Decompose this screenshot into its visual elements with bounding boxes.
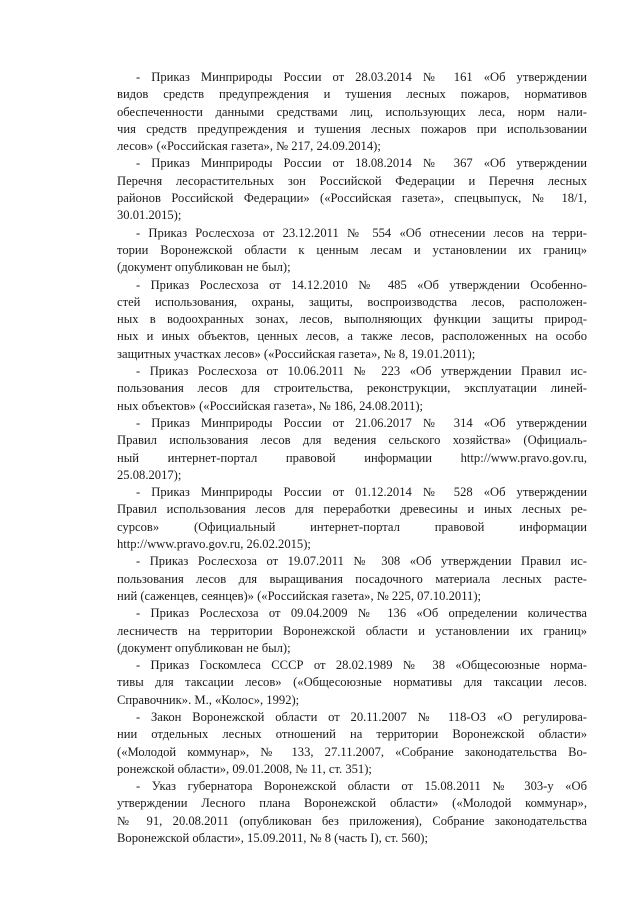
list-item xyxy=(117,69,587,155)
text-line: Справочник». М., «Колос», 1992); xyxy=(117,692,300,707)
text-line: («Молодой коммунар», № 133, 27.11.2007, «Собрание законодательства Во- xyxy=(117,744,587,759)
text-line: чия средств предупреждения и тушения лесных пожаров при использовании xyxy=(117,121,587,136)
list-item xyxy=(117,363,587,415)
list-item xyxy=(117,657,587,709)
text-line: - Указ губернатора Воронежской области от 15.08.2011 № 303-у «Об xyxy=(136,779,587,794)
text-line: - Приказ Минприроды России от 21.06.2017 № 314 «Об утверждении xyxy=(136,415,587,430)
list-item xyxy=(117,415,587,484)
text-line: ных и иных объектов, ценных лесов, а также лесов, расположенных на особо xyxy=(117,329,587,344)
text-line: видов средств предупреждения и тушения лесных пожаров, нормативов xyxy=(117,87,587,102)
text-line: - Приказ Рослесхоза от 19.07.2011 № 308 «Об утверждении Правил ис- xyxy=(136,554,587,569)
text-line: (документ опубликован не был); xyxy=(117,640,291,655)
text-line: Правил использования лесов для ведения сельского хозяйства» (Официаль- xyxy=(117,433,587,448)
text-line: обеспеченности данными средствами лиц, использующих леса, норм нали- xyxy=(117,104,587,119)
text-line: (документ опубликован не был); xyxy=(117,260,291,275)
text-line: тории Воронежской области к ценным лесам и установлении их границ» xyxy=(117,242,587,257)
text-line: ронежской области», 09.01.2008, № 11, ст. 351); xyxy=(117,761,372,776)
text-line: - Приказ Рослесхоза от 14.12.2010 № 485 «Об утверждении Особенно- xyxy=(136,277,587,292)
text-line: - Закон Воронежской области от 20.11.2007 № 118-ОЗ «О регулирова- xyxy=(136,709,587,724)
text-line: защитных участках лесов» («Российская газета», № 8, 19.01.2011); xyxy=(117,346,476,361)
text-line: ний (саженцев, сеянцев)» («Российская газета», № 225, 07.10.2011); xyxy=(117,588,482,603)
text-line: 30.01.2015); xyxy=(117,208,182,223)
text-line: - Приказ Рослесхоза от 09.04.2009 № 136 «Об определении количества xyxy=(136,606,587,621)
list-item xyxy=(117,277,587,363)
text-line: ных в водоохранных зонах, лесов, выполняющих функции защиты природ- xyxy=(117,312,587,327)
text-line: тивы для таксации лесов» («Общесоюзные нормативы для таксации лесов. xyxy=(117,675,587,690)
list-item xyxy=(117,155,587,224)
text-line: Правил использования лесов для переработки древесины и иных лесных ре- xyxy=(117,502,587,517)
text-line: утверждении Лесного плана Воронежской области» («Молодой коммунар», xyxy=(117,796,587,811)
list-item xyxy=(117,778,587,847)
text-line: сурсов» (Официальный интернет-портал правовой информации xyxy=(117,519,587,534)
text-line: № 91, 20.08.2011 (опубликован без приложения), Собрание законодательства xyxy=(117,813,587,828)
text-line: - Приказ Рослесхоза от 10.06.2011 № 223 «Об утверждении Правил ис- xyxy=(136,364,587,379)
list-item xyxy=(117,605,587,657)
text-line: пользования лесов для строительства, реконструкции, эксплуатации линей- xyxy=(117,381,587,396)
text-line: лесов» («Российская газета», № 217, 24.09.2014); xyxy=(117,139,381,154)
text-line: 25.08.2017); xyxy=(117,467,182,482)
text-line: ных объектов» («Российская газета», № 186, 24.08.2011); xyxy=(117,398,424,413)
text-line: - Приказ Госкомлеса СССР от 28.02.1989 № 38 «Общесоюзные норма- xyxy=(136,658,587,673)
list-item xyxy=(117,553,587,605)
text-line: - Приказ Минприроды России от 01.12.2014 № 528 «Об утверждении xyxy=(136,485,587,500)
document-body xyxy=(117,69,587,847)
text-line: - Приказ Рослесхоза от 23.12.2011 № 554 «Об отнесении лесов на терри- xyxy=(136,225,587,240)
list-item xyxy=(117,225,587,277)
text-line: - Приказ Минприроды России от 28.03.2014 № 161 «Об утверждении xyxy=(136,70,587,84)
list-item xyxy=(117,709,587,778)
text-line: нии отдельных лесных отношений на территории Воронежской области» xyxy=(117,727,587,742)
text-line: http://www.pravo.gov.ru, 26.02.2015); xyxy=(117,537,311,552)
text-line: ный интернет-портал правовой информации http://www.pravo.gov.ru, xyxy=(117,450,587,465)
text-line: Перечня лесорастительных зон Российской Федерации и Перечня лесных xyxy=(117,173,587,188)
text-line: стей использования, охраны, защиты, воспроизводства лесов, расположен- xyxy=(117,294,587,309)
text-line: пользования лесов для выращивания посадочного материала лесных расте- xyxy=(117,571,587,586)
text-line: - Приказ Минприроды России от 18.08.2014 № 367 «Об утверждении xyxy=(136,156,587,171)
text-line: районов Российской Федерации» («Российская газета», спецвыпуск, № 18/1, xyxy=(117,191,587,206)
text-line: Воронежской области», 15.09.2011, № 8 (часть I), ст. 560); xyxy=(117,831,428,846)
list-item xyxy=(117,484,587,553)
text-line: лесничеств на территории Воронежской области и установлении их границ» xyxy=(117,623,587,638)
